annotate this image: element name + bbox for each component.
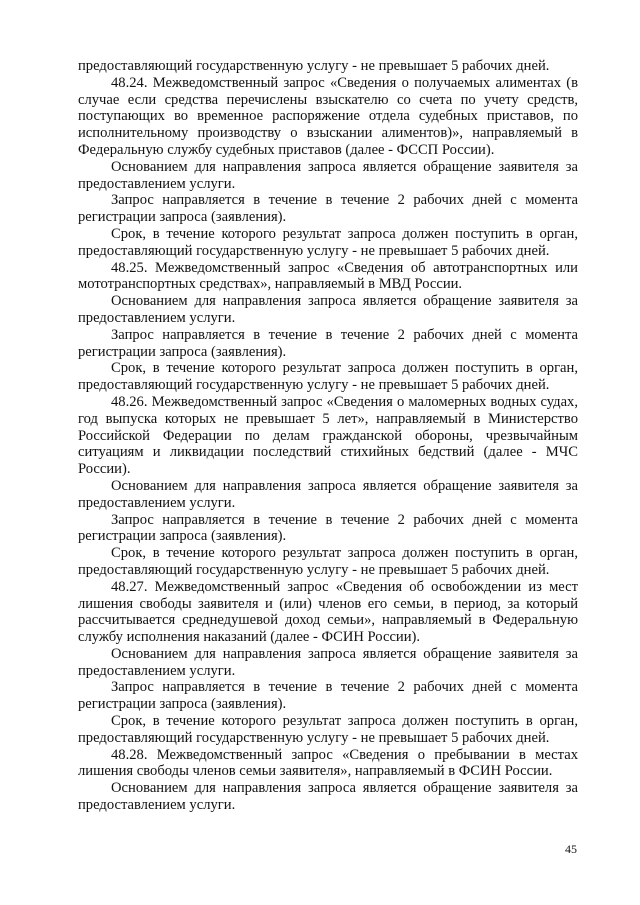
paragraph: 48.26. Межведомственный запрос «Сведения о маломерных водных судах, год выпуска которых не превышает 5 лет», направляемый в Министерство Российской Федерации по делам гражданской обороны, чрезвычайным ситуациям и ликвидации последствий стихийных бедствий (далее - МЧС России). [78,393,578,478]
paragraph: 48.27. Межведомственный запрос «Сведения об освобождении из мест лишения свободы заявителя и (или) членов его семьи, в период, за который рассчитывается среднедушевой доход семьи», направляемый в Федеральную службу исполнения наказаний (далее - ФСИН России). [78,578,578,646]
paragraph: Запрос направляется в течение в течение 2 рабочих дней с момента регистрации запроса (заявления). [78,192,578,226]
paragraph: Запрос направляется в течение в течение 2 рабочих дней с момента регистрации запроса (заявления). [78,511,578,545]
paragraph: 48.28. Межведомственный запрос «Сведения о пребывании в местах лишения свободы членов семьи заявителя», направляемый в ФСИН России. [78,746,578,780]
page-number: 45 [565,842,577,856]
paragraph: Срок, в течение которого результат запроса должен поступить в орган, предоставляющий государственную услугу - не превышает 5 рабочих дней. [78,545,578,578]
paragraph: Запрос направляется в течение в течение 2 рабочих дней с момента регистрации запроса (заявления). [78,679,578,713]
paragraph: Срок, в течение которого результат запроса должен поступить в орган, предоставляющий государственную услугу - не превышает 5 рабочих дней. [78,225,578,259]
paragraph: Основанием для направления запроса является обращение заявителя за предоставлением услуги. [78,780,578,814]
paragraph: Срок, в течение которого результат запроса должен поступить в орган, предоставляющий государственную услугу - не превышает 5 рабочих дней. [78,713,578,746]
document-body [78,58,578,814]
paragraph: 48.25. Межведомственный запрос «Сведения об автотранспортных или мототранспортных средствах», направляемый в МВД России. [78,259,578,293]
paragraph: Основанием для направления запроса является обращение заявителя за предоставлением услуги. [78,158,578,192]
paragraph: 48.24. Межведомственный запрос «Сведения о получаемых алиментах (в случае если средства перечислены взыскателю со счета по учету средств, поступающих во временное распоряжение отдела судебных приставов, по исполнительному производству о взыскании алиментов)», направляемый в Федеральную службу судебных приставов (далее - ФССП России). [78,74,578,158]
paragraph: Основанием для направления запроса является обращение заявителя за предоставлением услуги. [78,477,578,511]
paragraph: предоставляющий государственную услугу - не превышает 5 рабочих дней. [78,58,550,74]
paragraph: Запрос направляется в течение в течение 2 рабочих дней с момента регистрации запроса (заявления). [78,326,578,360]
paragraph: Основанием для направления запроса является обращение заявителя за предоставлением услуги. [78,293,578,326]
paragraph: Основанием для направления запроса является обращение заявителя за предоставлением услуги. [78,645,578,679]
paragraph: Срок, в течение которого результат запроса должен поступить в орган, предоставляющий государственную услугу - не превышает 5 рабочих дней. [78,360,578,394]
